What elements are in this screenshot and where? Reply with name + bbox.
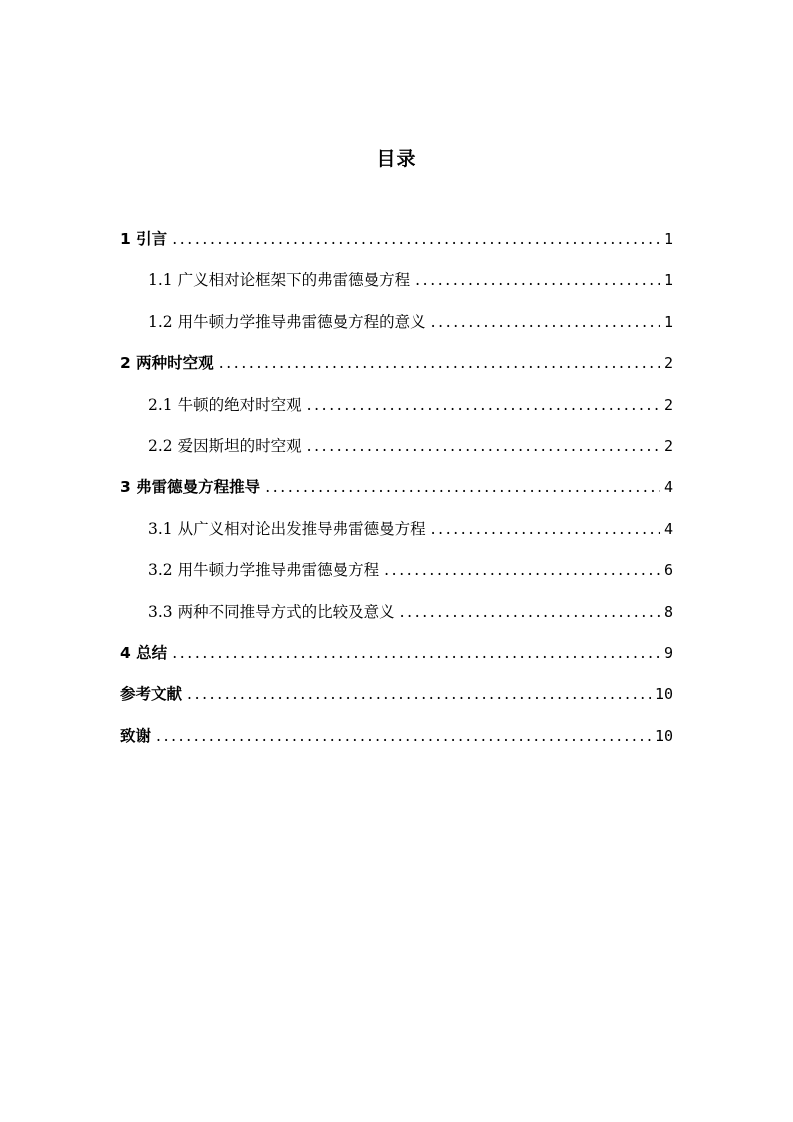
toc-entry-label: 1 引言 — [120, 230, 168, 248]
toc-entry-label: 2.1 牛顿的绝对时空观 — [148, 395, 302, 414]
toc-page-number: 1 — [663, 312, 673, 331]
toc-entry-label: 4 总结 — [120, 643, 168, 662]
toc-page-number: 4 — [663, 478, 673, 497]
toc-page-number: 4 — [663, 519, 673, 538]
toc-dot-leader — [172, 644, 660, 662]
toc-page-number: 8 — [663, 602, 673, 621]
toc-entry-3-1[interactable] — [120, 517, 673, 558]
toc-entry-summary[interactable] — [120, 641, 673, 682]
table-of-contents — [120, 227, 673, 765]
toc-entry-1-2[interactable] — [120, 310, 673, 351]
page-title: 目录 — [376, 148, 417, 170]
toc-page-number: 10 — [654, 685, 673, 704]
toc-dot-leader — [219, 354, 660, 372]
toc-entry-label: 3.1 从广义相对论出发推导弗雷德曼方程 — [148, 519, 426, 538]
toc-entry-1-1[interactable] — [120, 268, 673, 309]
toc-dot-leader — [187, 685, 651, 703]
toc-entry-label: 1.2 用牛顿力学推导弗雷德曼方程的意义 — [148, 312, 426, 331]
toc-entry-acknowledgements[interactable] — [120, 724, 673, 765]
toc-entry-label: 3 弗雷德曼方程推导 — [120, 478, 261, 497]
toc-page-number: 2 — [663, 436, 673, 455]
toc-dot-leader — [400, 603, 660, 621]
toc-page-number: 9 — [663, 643, 673, 662]
toc-dot-leader — [307, 437, 660, 455]
toc-entry-label: 参考文献 — [120, 685, 183, 704]
toc-page-number: 1 — [663, 271, 673, 290]
toc-entry-label: 2.2 爱因斯坦的时空观 — [148, 436, 302, 455]
toc-page-number: 2 — [663, 354, 673, 373]
toc-page-number: 2 — [663, 395, 673, 414]
toc-entry-3-2[interactable] — [120, 558, 673, 599]
toc-dot-leader — [431, 313, 660, 331]
toc-entry-label: 2 两种时空观 — [120, 354, 214, 373]
toc-dot-leader — [384, 561, 660, 579]
toc-dot-leader — [265, 478, 660, 496]
toc-dot-leader — [431, 520, 660, 538]
toc-page-number: 6 — [663, 561, 673, 580]
toc-entry-label: 3.3 两种不同推导方式的比较及意义 — [148, 602, 395, 621]
toc-entry-2-1[interactable] — [120, 393, 673, 434]
toc-dot-leader — [156, 727, 651, 745]
toc-entry-label: 1.1 广义相对论框架下的弗雷德曼方程 — [148, 271, 411, 290]
toc-entry-2-2[interactable] — [120, 434, 673, 475]
toc-dot-leader — [415, 271, 660, 289]
toc-dot-leader — [307, 396, 660, 414]
toc-page-number: 10 — [654, 726, 673, 745]
toc-entry-introduction[interactable] — [120, 227, 673, 268]
toc-entry-label: 3.2 用牛顿力学推导弗雷德曼方程 — [148, 561, 380, 580]
toc-dot-leader — [172, 230, 660, 248]
toc-entry-derivation[interactable] — [120, 475, 673, 516]
toc-entry-spacetime-views[interactable] — [120, 351, 673, 392]
toc-entry-references[interactable] — [120, 682, 673, 723]
toc-entry-3-3[interactable] — [120, 600, 673, 641]
toc-entry-label: 致谢 — [120, 726, 152, 745]
toc-page-number: 1 — [663, 230, 673, 248]
